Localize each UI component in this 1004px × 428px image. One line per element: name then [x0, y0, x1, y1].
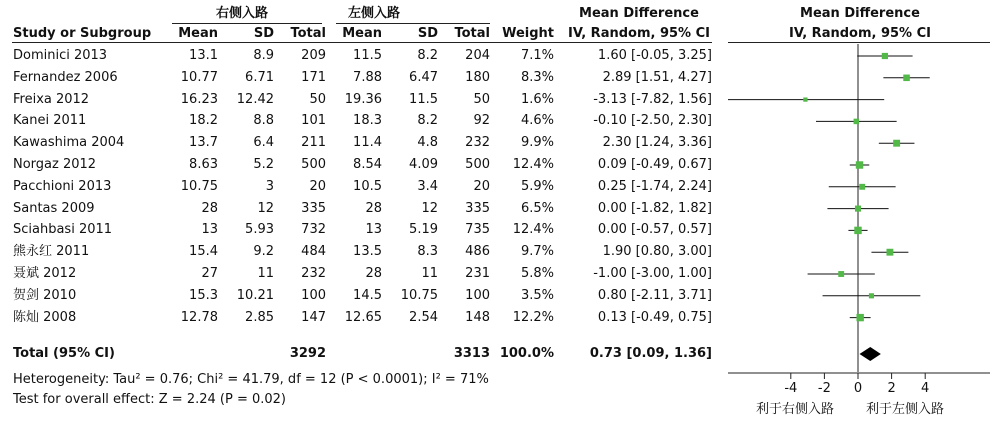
- study-marker: [838, 271, 844, 277]
- study-ci-cell: 2.89 [1.51, 4.27]: [602, 69, 712, 85]
- study-m2-cell: 28: [365, 200, 382, 216]
- mean2-header: Mean: [342, 26, 382, 41]
- study-sd2-cell: 12: [421, 200, 438, 216]
- study-m1-cell: 13.1: [189, 48, 218, 63]
- study-m1-cell: 18.2: [189, 113, 218, 129]
- study-sd2-cell: 5.19: [409, 222, 438, 238]
- study-ci-cell: 0.00 [-1.82, 1.82]: [597, 200, 712, 216]
- study-n1-cell: 20: [309, 178, 326, 194]
- group-header-left: 左侧入路: [347, 6, 400, 21]
- x-tick-label: 0: [853, 381, 863, 396]
- study-sd2-cell: 11: [421, 266, 438, 281]
- study-weight-cell: 9.7%: [520, 244, 554, 260]
- study-weight-cell: 3.5%: [520, 287, 554, 303]
- study-sd2-cell: 4.09: [409, 157, 438, 172]
- study-n1-cell: 732: [301, 222, 326, 238]
- study-m2-cell: 12.65: [344, 309, 382, 325]
- study-marker: [803, 97, 807, 101]
- study-weight-cell: 5.9%: [520, 178, 554, 194]
- study-m2-cell: 19.36: [344, 91, 382, 107]
- study-weight-cell: 12.2%: [512, 309, 554, 325]
- study-n1-cell: 50: [309, 91, 326, 107]
- study-ci-cell: 0.25 [-1.74, 2.24]: [597, 178, 712, 194]
- study-name-cell: Pacchioni 2013: [13, 178, 112, 194]
- study-marker: [855, 206, 861, 212]
- study-sd1-cell: 6.71: [245, 69, 274, 85]
- study-sd1-cell: 5.2: [253, 157, 274, 172]
- x-tick-label: -2: [817, 381, 831, 396]
- study-n1-cell: 101: [301, 113, 326, 129]
- favours-left-label: 利于左侧入路: [866, 402, 945, 417]
- study-m1-cell: 10.75: [180, 178, 218, 194]
- sd1-header: SD: [253, 26, 274, 41]
- study-m1-cell: 27: [201, 266, 218, 281]
- study-m2-cell: 10.5: [353, 178, 382, 194]
- plot-title: Mean Difference: [800, 6, 920, 21]
- md-method-header: IV, Random, 95% CI: [568, 26, 710, 41]
- study-ci-cell: 2.30 [1.24, 3.36]: [602, 135, 712, 151]
- study-sd1-cell: 9.2: [253, 244, 274, 260]
- study-marker: [869, 293, 874, 298]
- study-marker: [893, 140, 900, 147]
- study-sd1-cell: 12: [257, 200, 274, 216]
- study-m2-cell: 11.5: [353, 48, 382, 63]
- total-label: Total (95% CI): [13, 346, 115, 361]
- study-m1-cell: 12.78: [180, 309, 218, 325]
- study-sd2-cell: 8.2: [417, 48, 438, 63]
- study-sd2-cell: 2.54: [409, 309, 438, 325]
- x-tick-label: 2: [887, 381, 896, 396]
- study-n1-cell: 209: [301, 48, 326, 63]
- study-sd2-cell: 4.8: [417, 135, 438, 151]
- study-m1-cell: 16.23: [180, 91, 218, 107]
- study-n2-cell: 486: [465, 244, 490, 260]
- total1-header: Total: [290, 26, 326, 41]
- study-sd2-cell: 6.47: [409, 69, 438, 85]
- study-ci-cell: 1.90 [0.80, 3.00]: [602, 244, 712, 260]
- study-m1-cell: 15.3: [189, 287, 218, 303]
- total-ci: 0.73 [0.09, 1.36]: [589, 346, 712, 361]
- study-marker: [854, 227, 861, 234]
- study-n2-cell: 100: [465, 287, 490, 303]
- mean1-header: Mean: [178, 26, 218, 41]
- favours-right-label: 利于右侧入路: [756, 402, 835, 417]
- study-sd1-cell: 10.21: [236, 287, 274, 303]
- study-m2-cell: 14.5: [353, 287, 382, 303]
- study-m1-cell: 28: [201, 200, 218, 216]
- study-weight-cell: 1.6%: [520, 91, 554, 107]
- study-ci-cell: -0.10 [-2.50, 2.30]: [593, 113, 712, 129]
- sd2-header: SD: [417, 26, 438, 41]
- study-ci-cell: -3.13 [-7.82, 1.56]: [593, 91, 712, 107]
- study-marker: [886, 249, 893, 256]
- study-ci-cell: 1.60 [-0.05, 3.25]: [597, 48, 712, 63]
- study-ci-cell: 0.13 [-0.49, 0.75]: [597, 309, 712, 325]
- study-marker: [859, 184, 865, 190]
- study-weight-cell: 9.9%: [520, 135, 554, 151]
- study-name-cell: Norgaz 2012: [13, 157, 97, 172]
- study-n2-cell: 500: [465, 157, 490, 172]
- study-sd1-cell: 2.85: [245, 309, 274, 325]
- study-name-cell: Sciahbasi 2011: [13, 222, 113, 238]
- study-weight-cell: 8.3%: [520, 69, 554, 85]
- total-n1: 3292: [289, 346, 326, 361]
- study-name-cell: Kanei 2011: [13, 113, 87, 129]
- study-marker: [856, 161, 863, 168]
- study-m2-cell: 13: [365, 222, 382, 238]
- study-m2-cell: 18.3: [353, 113, 382, 129]
- study-n2-cell: 92: [473, 113, 490, 129]
- study-m1-cell: 13: [201, 222, 218, 238]
- study-ci-cell: 0.80 [-2.11, 3.71]: [597, 287, 712, 303]
- study-ci-cell: -1.00 [-3.00, 1.00]: [593, 266, 712, 281]
- study-col-header: Study or Subgroup: [13, 26, 152, 41]
- md-title: Mean Difference: [579, 6, 699, 21]
- study-sd2-cell: 8.2: [417, 113, 438, 129]
- study-sd2-cell: 3.4: [417, 178, 438, 194]
- study-n1-cell: 171: [301, 69, 326, 85]
- study-m1-cell: 8.63: [189, 157, 218, 172]
- study-ci-cell: 0.00 [-0.57, 0.57]: [597, 222, 712, 238]
- study-n2-cell: 148: [465, 309, 490, 325]
- study-n1-cell: 232: [301, 266, 326, 281]
- study-weight-cell: 12.4%: [512, 222, 554, 238]
- study-marker: [882, 53, 888, 59]
- total2-header: Total: [454, 26, 490, 41]
- study-m2-cell: 13.5: [353, 244, 382, 260]
- study-name-cell: 聂斌 2012: [13, 266, 77, 281]
- study-weight-cell: 7.1%: [520, 48, 554, 63]
- study-marker: [903, 75, 910, 82]
- study-m2-cell: 8.54: [353, 157, 382, 172]
- study-sd1-cell: 8.8: [253, 113, 274, 129]
- study-n1-cell: 147: [301, 309, 326, 325]
- pooled-diamond: [860, 347, 881, 361]
- study-name-cell: 熊永红 2011: [13, 244, 90, 260]
- total-n2: 3313: [453, 346, 490, 361]
- study-n2-cell: 335: [465, 200, 490, 216]
- study-m2-cell: 7.88: [353, 69, 382, 85]
- study-m1-cell: 15.4: [189, 244, 218, 260]
- study-name-cell: Kawashima 2004: [13, 135, 125, 151]
- x-tick-label: -4: [784, 381, 798, 396]
- study-m1-cell: 10.77: [180, 69, 218, 85]
- heterogeneity-text: Heterogeneity: Tau² = 0.76; Chi² = 41.79, df = 12 (P < 0.0001); I² = 71%: [13, 372, 489, 387]
- study-m2-cell: 28: [365, 266, 382, 281]
- study-n1-cell: 211: [301, 135, 326, 151]
- study-sd1-cell: 11: [257, 266, 274, 281]
- study-sd2-cell: 11.5: [409, 91, 438, 107]
- study-name-cell: 贺剑 2010: [13, 287, 77, 303]
- study-weight-cell: 6.5%: [520, 200, 554, 216]
- study-n2-cell: 180: [465, 69, 490, 85]
- study-n2-cell: 20: [473, 178, 490, 194]
- group-header-right: 右侧入路: [215, 6, 268, 21]
- study-sd1-cell: 6.4: [253, 135, 274, 151]
- x-tick-label: 4: [921, 381, 930, 396]
- study-n1-cell: 484: [301, 244, 326, 260]
- study-n2-cell: 735: [465, 222, 490, 238]
- study-n2-cell: 231: [465, 266, 490, 281]
- study-name-cell: Freixa 2012: [13, 91, 90, 107]
- study-name-cell: Fernandez 2006: [13, 69, 118, 85]
- study-sd1-cell: 5.93: [245, 222, 274, 238]
- study-ci-cell: 0.09 [-0.49, 0.67]: [597, 157, 712, 172]
- study-n2-cell: 204: [465, 48, 490, 63]
- plot-method-header: IV, Random, 95% CI: [789, 26, 931, 41]
- study-n1-cell: 500: [301, 157, 326, 172]
- study-name-cell: Santas 2009: [13, 200, 95, 216]
- study-m1-cell: 13.7: [189, 135, 218, 151]
- study-weight-cell: 5.8%: [520, 266, 554, 281]
- study-marker: [854, 119, 860, 125]
- study-n1-cell: 100: [301, 287, 326, 303]
- study-weight-cell: 4.6%: [520, 113, 554, 129]
- study-sd1-cell: 8.9: [253, 48, 274, 63]
- study-marker: [856, 314, 863, 321]
- study-sd2-cell: 8.3: [417, 244, 438, 260]
- study-name-cell: Dominici 2013: [13, 48, 108, 63]
- study-sd1-cell: 3: [265, 178, 274, 194]
- study-weight-cell: 12.4%: [512, 157, 554, 172]
- total-weight: 100.0%: [499, 346, 554, 361]
- study-sd2-cell: 10.75: [400, 287, 438, 303]
- weight-header: Weight: [502, 26, 554, 41]
- study-sd1-cell: 12.42: [236, 91, 274, 107]
- study-name-cell: 陈灿 2008: [13, 309, 77, 325]
- overall-effect-text: Test for overall effect: Z = 2.24 (P = 0.02): [13, 392, 286, 407]
- study-n2-cell: 232: [465, 135, 490, 151]
- study-n2-cell: 50: [473, 91, 490, 107]
- study-m2-cell: 11.4: [353, 135, 382, 151]
- study-n1-cell: 335: [301, 200, 326, 216]
